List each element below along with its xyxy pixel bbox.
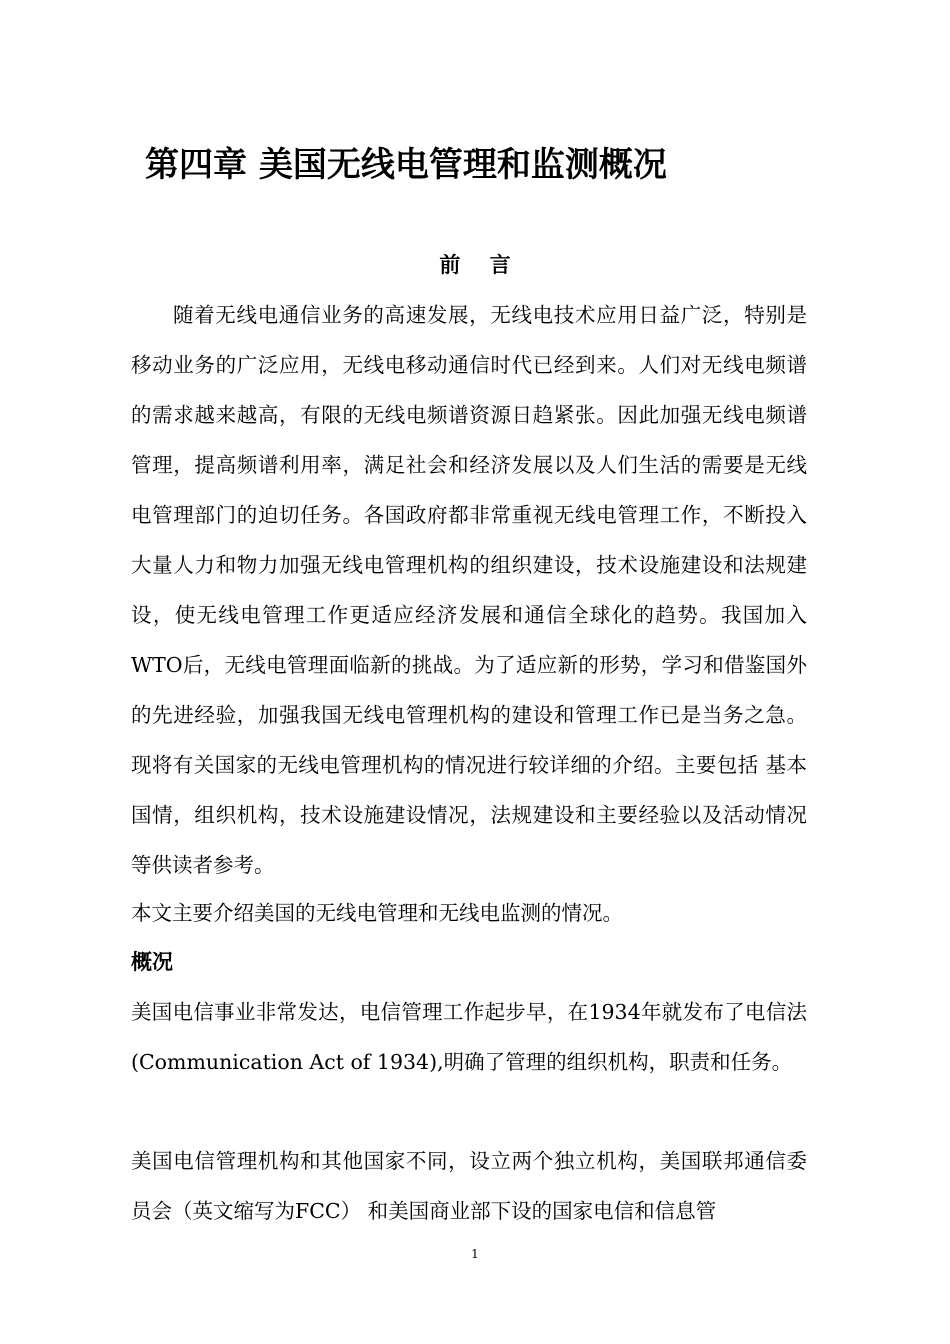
preface-heading: 前 言	[439, 252, 511, 277]
preface-paragraph: 随着无线电通信业务的高速发展，无线电技术应用日益广泛，特别是移动业务的广泛应用，无线电移动通信时代已经到来。人们对无线电频谱的需求越来越高，有限的无线电频谱资源日趋紧张。因此加强无线电频谱管理，提高频谱利用率，满足社会和经济发展以及人们生活的需要是无线电管理部门的迫切任务。各国政府都非常重视无线电管理工作，不断投入大量人力和物力加强无线电管理机构的组织建设，技术设施建设和法规建设，使无线电管理工作更适应经济发展和通信全球化的趋势。我国加入WTO后，无线电管理面临新的挑战。为了适应新的形势，学习和借鉴国外的先进经验，加强我国无线电管理机构的建设和管理工作已是当务之急。现将有关国家的无线电管理机构的情况进行较详细的介绍。主要包括 基本国情，组织机构，技术设施建设情况，法规建设和主要经验以及活动情况等供读者参考。	[131, 303, 807, 877]
page-number: 1	[471, 1247, 479, 1261]
overview-paragraph-1: 美国电信事业非常发达，电信管理工作起步早，在1934年就发布了电信法(Communication Act of 1934),明确了管理的组织机构，职责和任务。	[131, 1000, 807, 1074]
intro-paragraph: 本文主要介绍美国的无线电管理和无线电监测的情况。	[131, 901, 623, 925]
overview-paragraph-2: 美国电信管理机构和其他国家不同，设立两个独立机构，美国联邦通信委员会（英文缩写为FCC） 和美国商业部下设的国家电信和信息管	[131, 1149, 807, 1223]
chapter-title: 第四章 美国无线电管理和监测概况	[145, 145, 667, 185]
overview-heading: 概况	[131, 949, 173, 974]
